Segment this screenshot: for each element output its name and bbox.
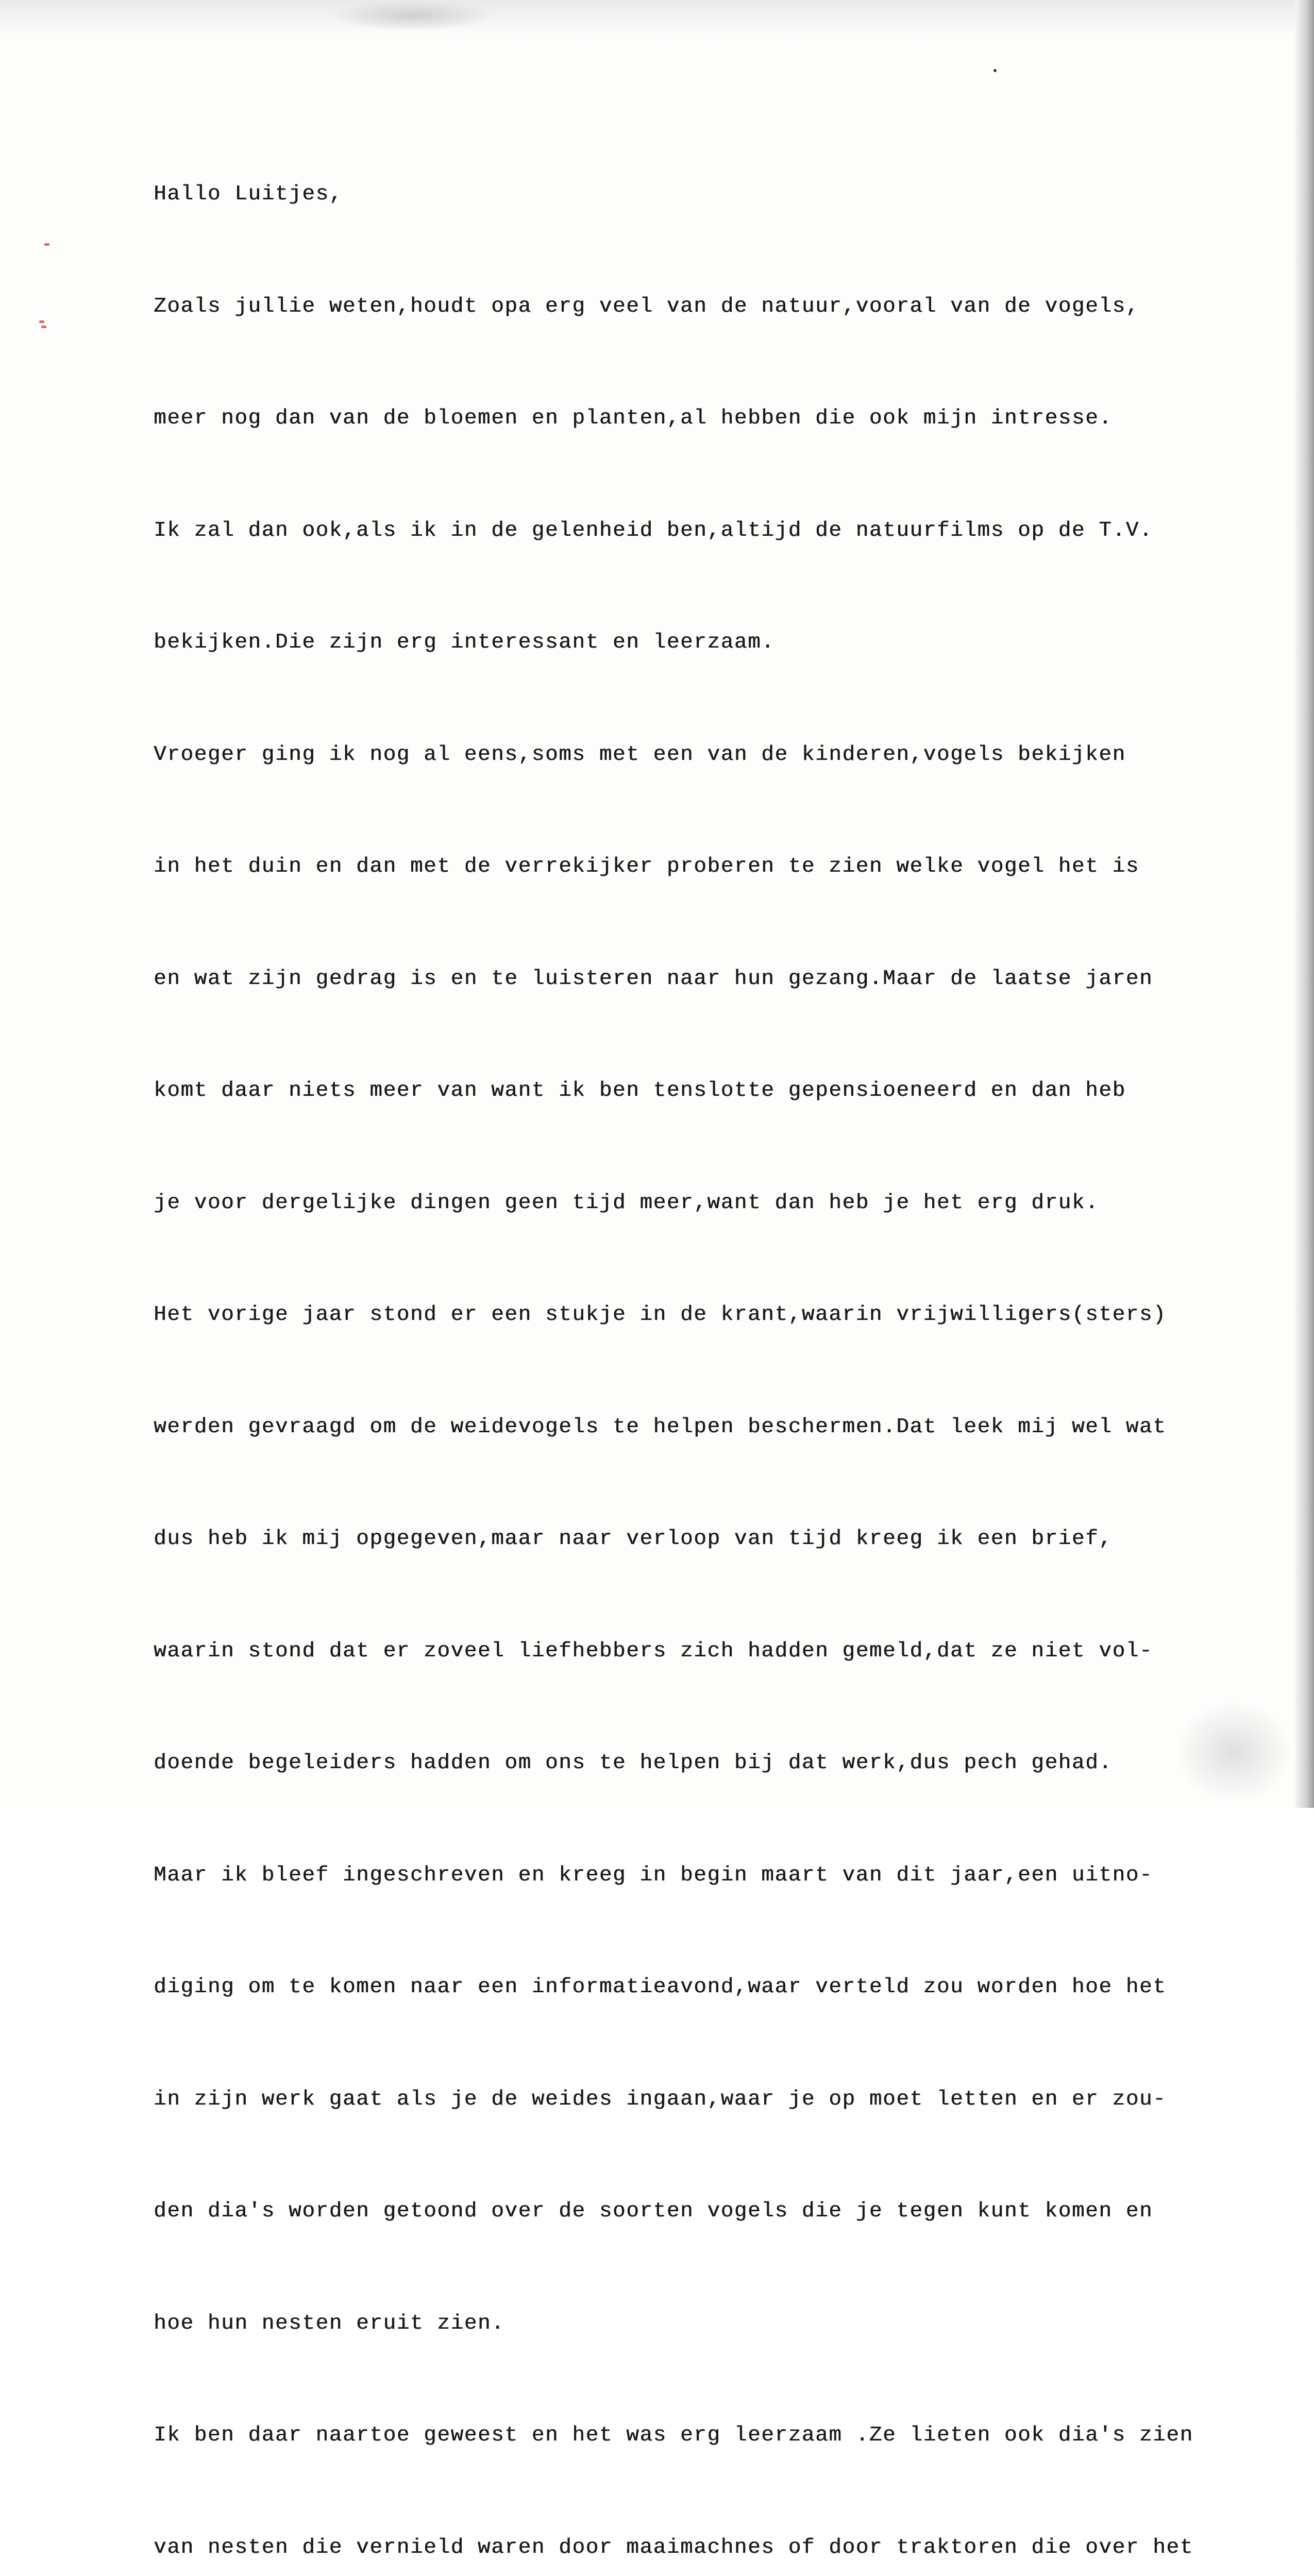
letter-line: hoe hun nesten eruit zien. xyxy=(154,2311,505,2335)
letter-line: in het duin en dan met de verrekijker proberen te zien welke vogel het is xyxy=(154,855,1139,878)
margin-mark xyxy=(41,326,46,328)
letter-line: waarin stond dat er zoveel liefhebbers zich hadden gemeld,dat ze niet vol- xyxy=(154,1639,1153,1663)
letter-greeting: Hallo Luitjes, xyxy=(154,182,343,206)
letter-line: van nesten die vernield waren door maaimachnes of door traktoren die over het xyxy=(154,2535,1193,2560)
letter-line: werden gevraagd om de weidevogels te helpen beschermen.Dat leek mij wel wat xyxy=(154,1415,1167,1439)
letter-line: doende begeleiders hadden om ons te helpen bij dat werk,dus pech gehad. xyxy=(154,1751,1113,1775)
letter-line: diging om te komen naar een informatieavond,waar verteld zou worden hoe het xyxy=(154,1975,1167,1999)
letter-line: Maar ik bleef ingeschreven en kreeg in begin maart van dit jaar,een uitno- xyxy=(154,1863,1153,1887)
letter-line: Ik ben daar naartoe geweest en het was erg leerzaam .Ze lieten ook dia's zien xyxy=(154,2424,1193,2447)
letter-line: komt daar niets meer van want ik ben tenslotte gepensioeneerd en dan heb xyxy=(154,1079,1126,1103)
margin-mark xyxy=(39,320,44,323)
scan-smudge xyxy=(330,0,495,31)
letter-line: bekijken.Die zijn erg interessant en leerzaam. xyxy=(154,631,775,654)
ink-speck xyxy=(993,69,997,72)
letter-line: en wat zijn gedrag is en te luisteren naar hun gezang.Maar de laatse jaren xyxy=(154,967,1153,991)
letter-line: Het vorige jaar stond er een stukje in de krant,waarin vrijwilligers(sters) xyxy=(154,1303,1167,1327)
letter-line: in zijn werk gaat als je de weides ingaan,waar je op moet letten en er zou- xyxy=(154,2087,1167,2111)
letter-line: Zoals jullie weten,houdt opa erg veel van de natuur,vooral van de vogels, xyxy=(154,294,1139,318)
scan-shadow-top xyxy=(0,0,1314,36)
letter-line: Vroeger ging ik nog al eens,soms met een van de kinderen,vogels bekijken xyxy=(154,742,1126,767)
letter-line: je voor dergelijke dingen geen tijd meer,want dan heb je het erg druk. xyxy=(154,1191,1099,1215)
typewritten-letter xyxy=(154,101,1277,2576)
letter-line: meer nog dan van de bloemen en planten,al hebben die ook mijn intresse. xyxy=(154,406,1113,430)
scan-shadow-right xyxy=(1295,0,1314,1808)
margin-mark xyxy=(44,243,49,246)
letter-line: dus heb ik mij opgegeven,maar naar verloop van tijd kreeg ik een brief, xyxy=(154,1527,1113,1551)
letter-line: den dia's worden getoond over de soorten vogels die je tegen kunt komen en xyxy=(154,2199,1153,2223)
letter-line: Ik zal dan ook,als ik in de gelenheid ben,altijd de natuurfilms op de T.V. xyxy=(154,518,1153,543)
